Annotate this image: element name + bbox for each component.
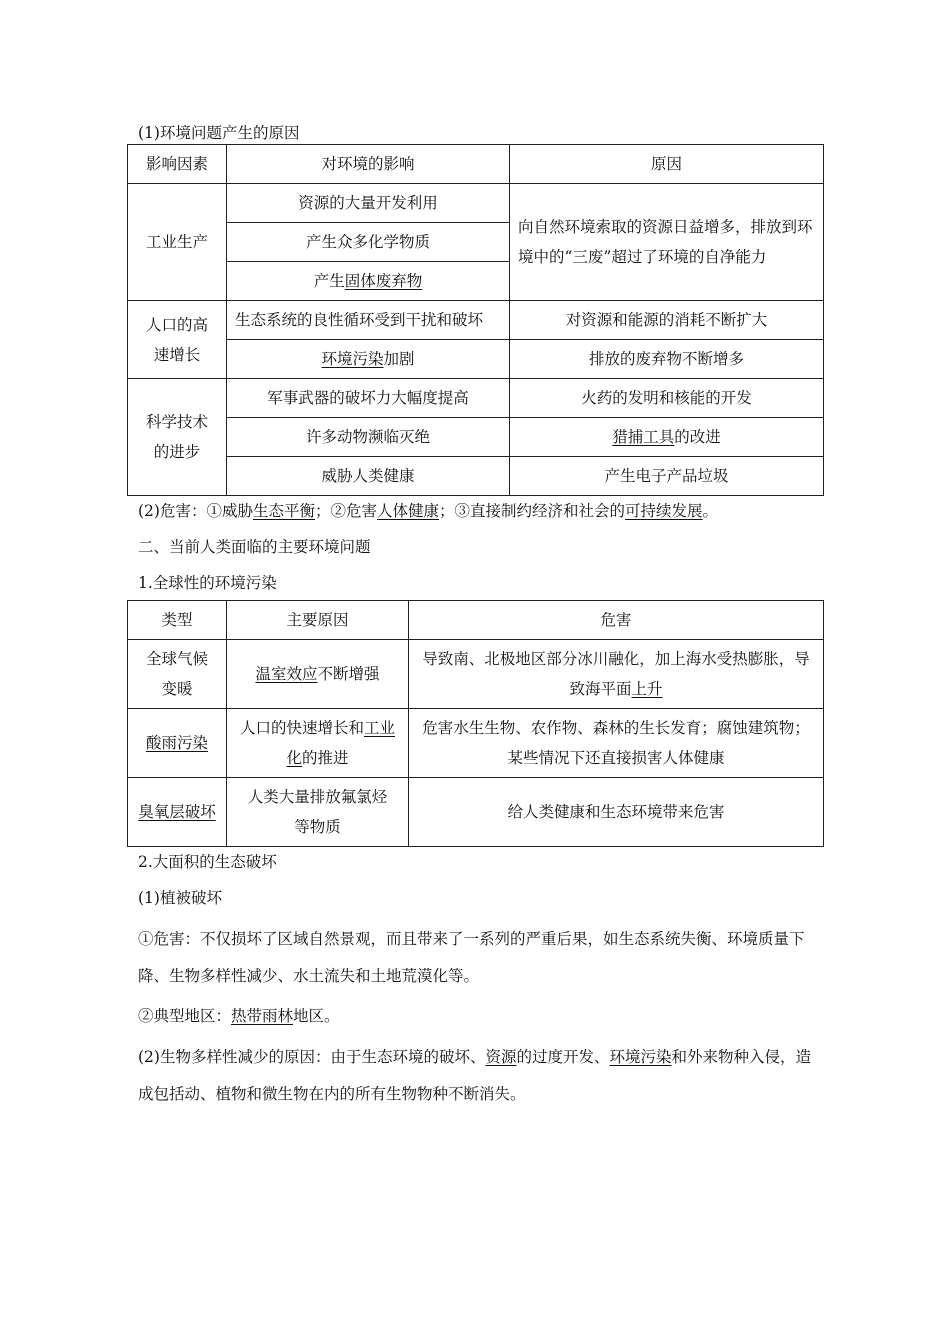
table-row	[128, 184, 824, 223]
causes-table	[127, 144, 824, 496]
effect-cell: 威胁人类健康	[227, 457, 510, 496]
reason-cell: 向自然环境索取的资源日益增多，排放到环境中的“三废”超过了环境的自净能力	[510, 184, 824, 301]
factor-cell: 科学技术的进步	[128, 379, 227, 496]
harm-cell: 危害水生生物、农作物、森林的生长发育；腐蚀建筑物；某些情况下还直接损害人体健康	[409, 709, 824, 778]
blank-answer: 环境污染	[321, 350, 384, 368]
effect-cell: 军事武器的破坏力大幅度提高	[227, 379, 510, 418]
harm-cell: 导致南、北极地区部分冰川融化，加上海水受热膨胀，导致海平面上升	[409, 640, 824, 709]
document-page	[138, 122, 824, 1113]
blank-answer: 工业化	[286, 719, 396, 767]
effect-cell: 资源的大量开发利用	[227, 184, 510, 223]
harm-statement: (2)危害：①威胁生态平衡；②危害人体健康；③直接制约经济和社会的可持续发展。	[138, 502, 719, 520]
vegetation-harm: ①危害：不仅损坏了区域自然景观，而且带来了一系列的严重后果，如生态系统失衡、环境质量下降、生物多样性减少、水土流失和土地荒漠化等。	[138, 930, 805, 985]
table-row	[128, 379, 824, 418]
cause-cell: 温室效应不断增强	[227, 640, 409, 709]
reason-cell: 排放的废弃物不断增多	[510, 340, 824, 379]
header-type: 类型	[128, 601, 227, 640]
biodiversity-cause: (2)生物多样性减少的原因：由于生态环境的破坏、资源的过度开发、环境污染和外来物种入侵，造成包括动、植物和微生物在内的所有生物物种不断消失。	[138, 1048, 812, 1103]
table-row	[128, 340, 824, 379]
type-cell	[128, 778, 227, 847]
subheading-eco-damage: 2.大面积的生态破坏	[138, 853, 277, 871]
header-harm: 危害	[409, 601, 824, 640]
blank-answer: 生态平衡	[252, 502, 315, 520]
header-cause: 主要原因	[227, 601, 409, 640]
table-row	[128, 301, 824, 340]
effect-cell: 产生众多化学物质	[227, 223, 510, 262]
cause-cell: 人类大量排放氟氯烃等物质	[227, 778, 409, 847]
blank-answer: 上升	[631, 680, 663, 698]
cause-cell: 人口的快速增长和工业化的推进	[227, 709, 409, 778]
blank-answer: 酸雨污染	[145, 734, 208, 752]
effect-cell: 生态系统的良性循环受到干扰和破坏	[227, 301, 510, 340]
subheading-global-pollution: 1.全球性的环境污染	[138, 574, 277, 592]
blank-answer: 热带雨林	[231, 1007, 294, 1025]
pollution-table	[127, 600, 824, 847]
harm-cell: 给人类健康和生态环境带来危害	[409, 778, 824, 847]
reason-cell: 火药的发明和核能的开发	[510, 379, 824, 418]
table-row	[128, 640, 824, 709]
header-reason: 原因	[510, 145, 824, 184]
type-cell	[128, 709, 227, 778]
blank-answer: 环境污染	[609, 1048, 672, 1066]
reason-cell: 产生电子产品垃圾	[510, 457, 824, 496]
reason-cell: 猎捕工具的改进	[510, 418, 824, 457]
table-row	[128, 778, 824, 847]
effect-cell: 环境污染加剧	[227, 340, 510, 379]
effect-cell: 许多动物濒临灭绝	[227, 418, 510, 457]
blank-answer: 温室效应	[255, 665, 318, 683]
blank-answer: 固体废弃物	[344, 272, 423, 290]
blank-answer: 可持续发展	[625, 502, 703, 520]
table-row	[128, 457, 824, 496]
header-effect: 对环境的影响	[227, 145, 510, 184]
effect-cell: 产生固体废弃物	[227, 262, 510, 301]
blank-answer: 资源	[485, 1048, 517, 1066]
factor-cell: 人口的高速增长	[128, 301, 227, 379]
factor-cell: 工业生产	[128, 184, 227, 301]
table-row	[128, 709, 824, 778]
reason-cell: 对资源和能源的消耗不断扩大	[510, 301, 824, 340]
blank-answer: 臭氧层破坏	[138, 803, 216, 821]
section-heading-problems: 二、当前人类面临的主要环境问题	[138, 538, 371, 556]
type-cell: 全球气候变暖	[128, 640, 227, 709]
section-heading-causes: (1)环境问题产生的原因	[138, 124, 300, 142]
header-factor: 影响因素	[128, 145, 227, 184]
table-header-row	[128, 601, 824, 640]
vegetation-region: ②典型地区：热带雨林地区。	[138, 1007, 340, 1025]
vegetation-heading: (1)植被破坏	[138, 889, 222, 907]
blank-answer: 猎捕工具	[612, 428, 675, 446]
blank-answer: 人体健康	[377, 502, 440, 520]
table-header-row	[128, 145, 824, 184]
table-row	[128, 418, 824, 457]
